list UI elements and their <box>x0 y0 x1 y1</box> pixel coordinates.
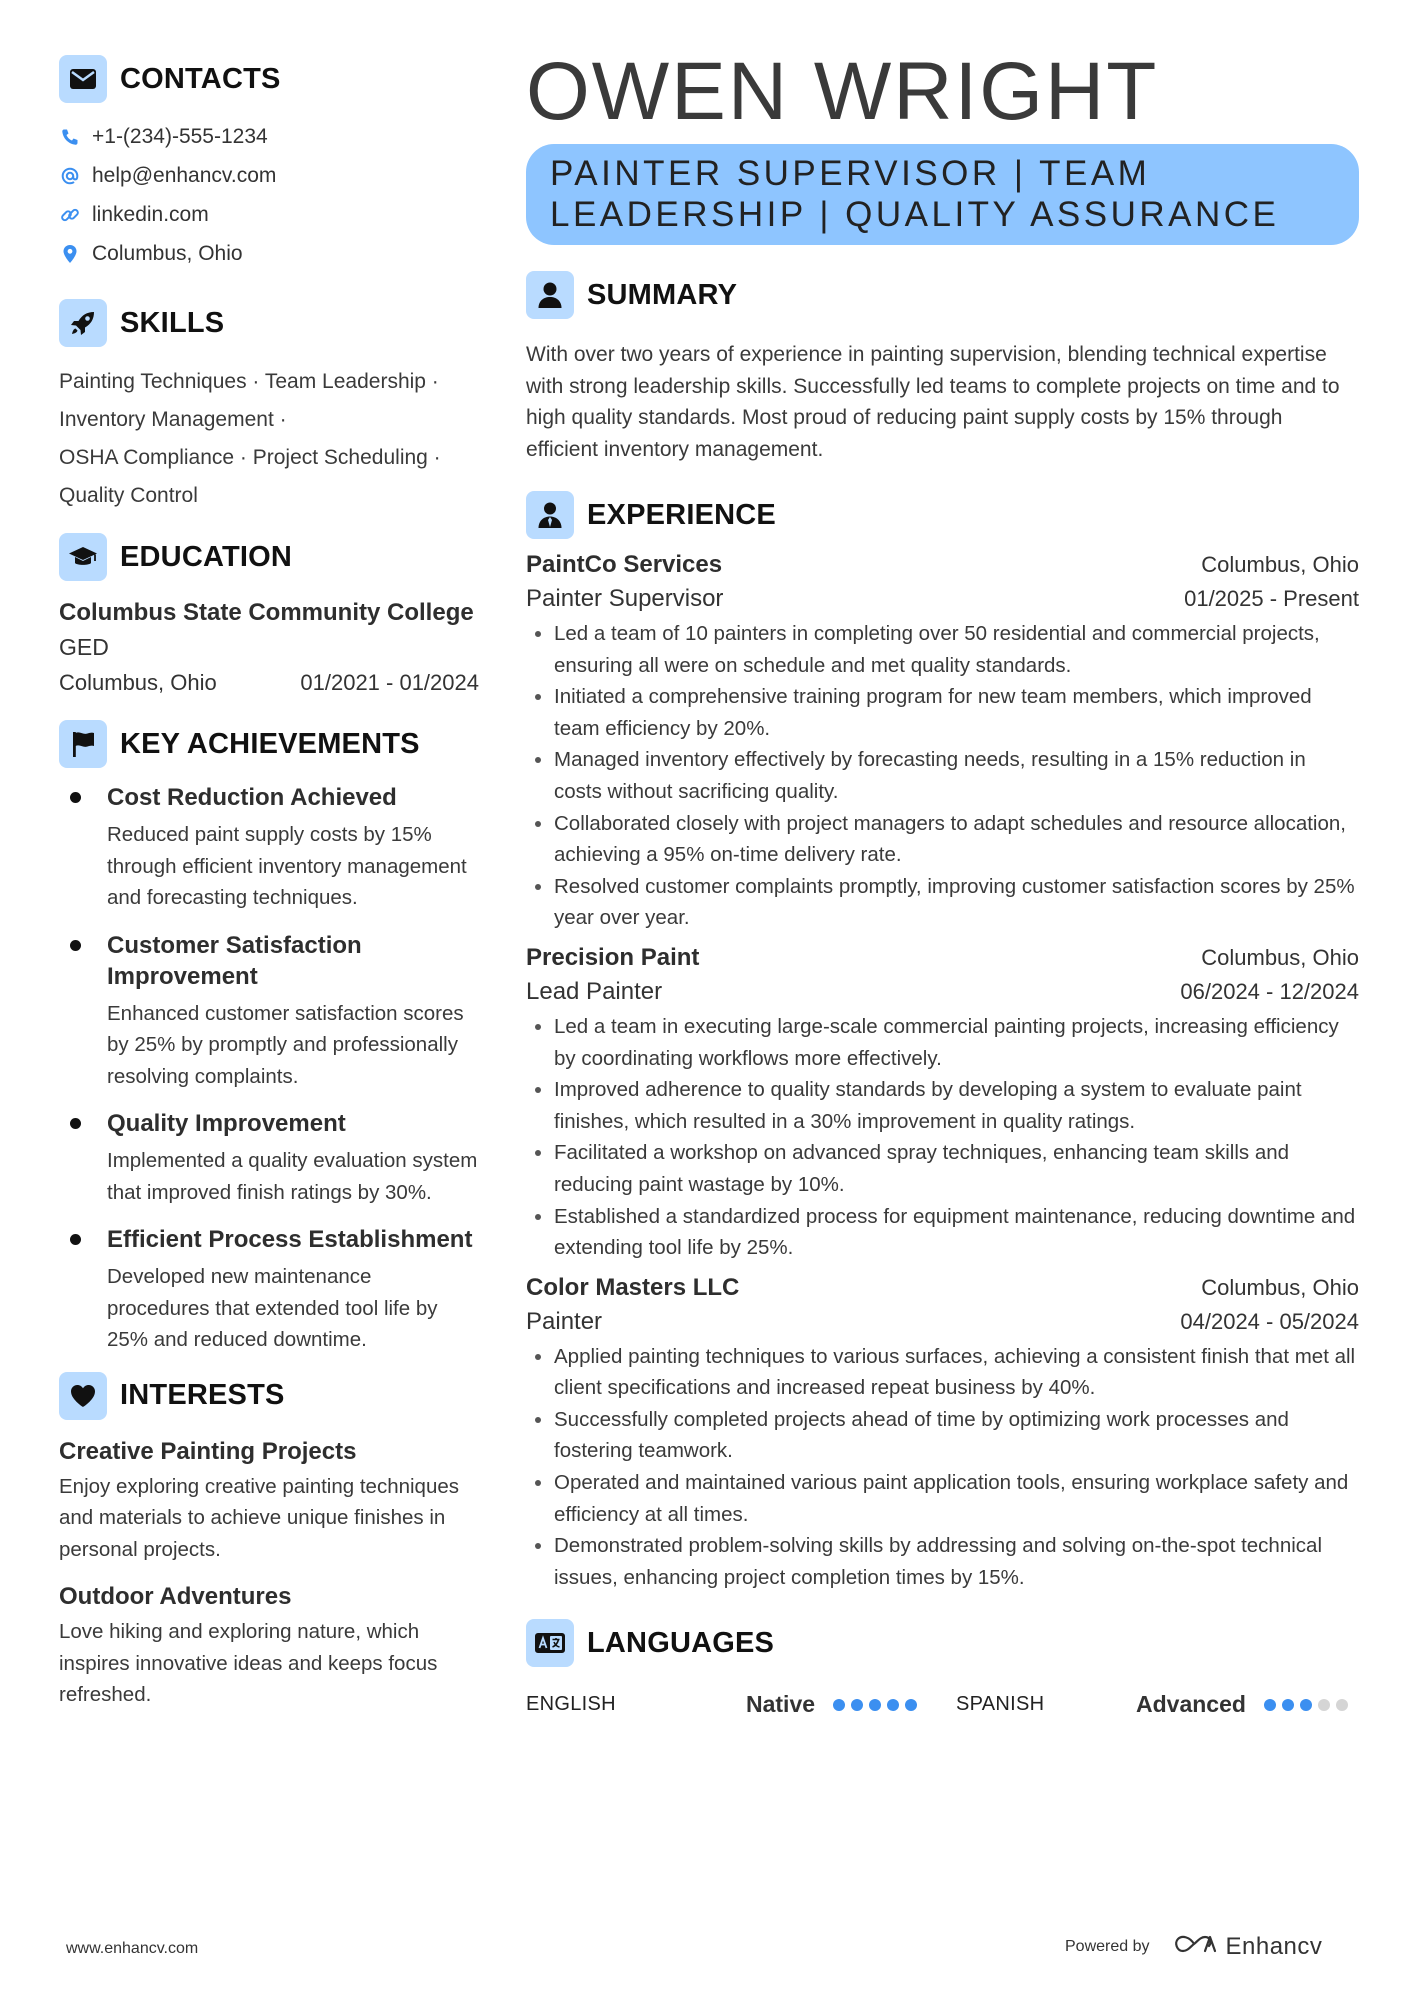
rating-dot-filled <box>869 1699 881 1711</box>
rating-dot-filled <box>833 1699 845 1711</box>
job-entry <box>526 1274 1359 1594</box>
contacts-header <box>59 55 479 103</box>
skills-title: SKILLS <box>120 306 225 339</box>
contact-linkedin-text: linkedin.com <box>92 202 209 226</box>
job-bullet: Successfully completed projects ahead of time by optimizing work processes and fostering teamwork. <box>526 1404 1359 1467</box>
rating-dot-filled <box>1282 1699 1294 1711</box>
rating-dot-filled <box>905 1699 917 1711</box>
rating-dot-empty <box>1336 1699 1348 1711</box>
language-level: Advanced <box>1136 1691 1246 1718</box>
job-company: Color Masters LLC <box>526 1273 740 1301</box>
achievement-title: Customer Satisfaction Improvement <box>107 931 362 990</box>
skills-list <box>59 363 479 515</box>
job-entry <box>526 944 1359 1264</box>
skills-header <box>59 299 479 347</box>
skills-line: OSHA Compliance · Project Scheduling · <box>59 446 441 469</box>
contact-location-text: Columbus, Ohio <box>92 241 243 265</box>
language-level: Native <box>746 1691 816 1718</box>
contact-phone-text: +1-(234)-555-1234 <box>92 124 268 148</box>
brand-name: Enhancv <box>1225 1932 1323 1960</box>
language-rating <box>1264 1699 1354 1711</box>
job-bullet: Operated and maintained various paint application tools, ensuring workplace safety and efficiency at all times. <box>526 1467 1359 1530</box>
headline-banner <box>526 144 1359 245</box>
right-column <box>526 48 1359 1718</box>
language-rating <box>833 1699 923 1711</box>
education-location: Columbus, Ohio <box>59 670 217 695</box>
heart-icon <box>59 1372 107 1420</box>
interest-title: Outdoor Adventures <box>59 1583 292 1610</box>
contacts-title: CONTACTS <box>120 62 281 95</box>
summary-header <box>526 271 1359 319</box>
achievements-header <box>59 720 479 768</box>
envelope-icon <box>59 55 107 103</box>
achievement-item <box>59 782 479 914</box>
job-dates: 06/2024 - 12/2024 <box>1180 978 1359 1004</box>
job-bullet: Managed inventory effectively by forecasting needs, resulting in a 15% reduction in costs without sacrificing quality. <box>526 744 1359 807</box>
interest-desc: Enjoy exploring creative painting techniques and materials to achieve unique finishes in personal projects. <box>59 1474 460 1561</box>
job-bullet: Led a team in executing large-scale commercial painting projects, increasing efficiency by coordinating workflows more effectively. <box>526 1011 1359 1074</box>
skills-line: Painting Techniques · Team Leadership · <box>59 370 439 393</box>
bullet-dot <box>70 1234 81 1245</box>
job-bullet: Initiated a comprehensive training program for new team members, which improved team efficiency by 20%. <box>526 681 1359 744</box>
powered-by-label: Powered by <box>1065 1937 1150 1955</box>
achievements-title: KEY ACHIEVEMENTS <box>120 727 420 760</box>
job-bullet: Collaborated closely with project managers to adapt schedules and resource allocation, achieving a 95% on-time delivery rate. <box>526 808 1359 871</box>
achievement-title: Quality Improvement <box>107 1110 346 1137</box>
achievement-desc: Implemented a quality evaluation system that improved finish ratings by 30%. <box>107 1149 478 1204</box>
language-name: SPANISH <box>956 1693 1045 1716</box>
language-item <box>526 1691 956 1718</box>
achievement-item <box>59 1224 479 1356</box>
skills-line: Quality Control <box>59 484 198 507</box>
languages-title: LANGUAGES <box>587 1626 775 1659</box>
experience-section <box>526 491 1359 1593</box>
bullet-dot <box>70 940 81 951</box>
interests-header <box>59 1372 479 1420</box>
interests-section <box>59 1372 479 1711</box>
language-translate-icon <box>526 1619 574 1667</box>
job-location: Columbus, Ohio <box>1201 1274 1359 1300</box>
footer-branding[interactable] <box>1065 1932 1322 1961</box>
contact-location <box>59 234 479 273</box>
bullet-dot <box>70 1118 81 1129</box>
skills-section <box>59 299 479 515</box>
achievement-desc: Enhanced customer satisfaction scores by 25% by promptly and professionally resolving complaints. <box>107 1001 464 1088</box>
enhancv-logo-icon <box>1172 1932 1218 1961</box>
footer-website-link[interactable]: www.enhancv.com <box>66 1940 199 1957</box>
job-bullet: Improved adherence to quality standards by developing a system to evaluate paint finishes, which resulted in a 30% improvement in quality ratings. <box>526 1074 1359 1137</box>
job-company: PaintCo Services <box>526 551 723 578</box>
map-pin-icon <box>59 243 81 265</box>
job-bullets <box>526 618 1359 934</box>
contact-phone[interactable] <box>59 117 479 156</box>
interest-item <box>59 1581 479 1711</box>
link-icon <box>59 204 81 226</box>
flag-icon <box>59 720 107 768</box>
education-header <box>59 533 479 581</box>
bullet-dot <box>70 792 81 803</box>
achievement-desc: Reduced paint supply costs by 15% through efficient inventory management and forecasting techniques. <box>107 823 467 909</box>
rocket-icon <box>59 299 107 347</box>
achievement-item <box>59 930 479 1093</box>
phone-icon <box>59 126 81 148</box>
job-location: Columbus, Ohio <box>1201 552 1359 577</box>
rating-dot-filled <box>1264 1699 1276 1711</box>
summary-section <box>526 271 1359 465</box>
job-bullet: Applied painting techniques to various surfaces, achieving a consistent finish that met all client specifications and increased repeat business by 40%. <box>526 1341 1359 1404</box>
job-bullet: Established a standardized process for equipment maintenance, reducing downtime and extending tool life by 25%. <box>526 1201 1359 1264</box>
achievements-section <box>59 720 479 1356</box>
education-section <box>59 533 479 696</box>
job-role: Lead Painter <box>526 977 663 1005</box>
achievement-title: Efficient Process Establishment <box>107 1226 473 1253</box>
job-dates: 04/2024 - 05/2024 <box>1180 1308 1359 1334</box>
job-bullets <box>526 1011 1359 1264</box>
skills-line: Inventory Management · <box>59 408 287 431</box>
user-icon <box>526 271 574 319</box>
contact-email-text: help@enhancv.com <box>92 163 277 187</box>
interest-item <box>59 1436 479 1566</box>
languages-header <box>526 1619 1359 1667</box>
experience-title: EXPERIENCE <box>587 498 776 531</box>
achievement-item <box>59 1108 479 1208</box>
rating-dot-filled <box>851 1699 863 1711</box>
achievement-title: Cost Reduction Achieved <box>107 784 397 811</box>
interest-title: Creative Painting Projects <box>59 1437 357 1465</box>
rating-dot-filled <box>1300 1699 1312 1711</box>
interest-desc: Love hiking and exploring nature, which inspires innovative ideas and keeps focus refreshed. <box>59 1620 438 1706</box>
job-role: Painter Supervisor <box>526 585 724 612</box>
job-dates: 01/2025 - Present <box>1184 586 1359 611</box>
job-bullet: Resolved customer complaints promptly, improving customer satisfaction scores by 25% year over year. <box>526 871 1359 934</box>
graduation-cap-icon <box>59 533 107 581</box>
education-school: Columbus State Community College <box>59 599 474 626</box>
candidate-name: OWEN WRIGHT <box>526 46 1159 137</box>
summary-text: With over two years of experience in painting supervision, blending technical expertise with strong leadership skills. Successfully led teams to complete projects on time and to high quality standards. Most proud of reducing paint supply costs by 15% through efficient inventory management. <box>526 343 1340 461</box>
job-bullets <box>526 1341 1359 1594</box>
education-dates: 01/2021 - 01/2024 <box>300 670 479 695</box>
education-title: EDUCATION <box>120 540 293 573</box>
left-column <box>59 55 479 1711</box>
summary-title: SUMMARY <box>587 278 738 311</box>
languages-section <box>526 1619 1359 1718</box>
headline-line: LEADERSHIP | QUALITY ASSURANCE <box>550 195 1280 234</box>
interests-title: INTERESTS <box>120 1379 285 1411</box>
business-person-icon <box>526 491 574 539</box>
rating-dot-empty <box>1318 1699 1330 1711</box>
job-bullet: Led a team of 10 painters in completing over 50 residential and commercial projects, ensuring all were on schedule and met quality standards. <box>526 618 1359 681</box>
at-icon <box>59 165 81 187</box>
contacts-section <box>59 55 479 273</box>
job-entry <box>526 551 1359 934</box>
achievement-desc: Developed new maintenance procedures that extended tool life by 25% and reduced downtime. <box>107 1265 438 1351</box>
language-item <box>956 1691 1354 1718</box>
rating-dot-filled <box>887 1699 899 1711</box>
job-company: Precision Paint <box>526 943 700 971</box>
languages-row <box>526 1691 1359 1718</box>
job-location: Columbus, Ohio <box>1201 944 1359 970</box>
job-role: Painter <box>526 1307 603 1335</box>
contact-linkedin[interactable] <box>59 195 479 234</box>
contact-email[interactable] <box>59 156 479 195</box>
headline-line: PAINTER SUPERVISOR | TEAM <box>550 154 1151 193</box>
experience-header <box>526 491 1359 539</box>
job-bullet: Facilitated a workshop on advanced spray techniques, enhancing team skills and reducing paint wastage by 10%. <box>526 1137 1359 1200</box>
education-degree: GED <box>59 634 109 660</box>
job-bullet: Demonstrated problem-solving skills by addressing and solving on-the-spot technical issues, enhancing project completion times by 15%. <box>526 1530 1359 1593</box>
language-name: ENGLISH <box>526 1693 616 1716</box>
